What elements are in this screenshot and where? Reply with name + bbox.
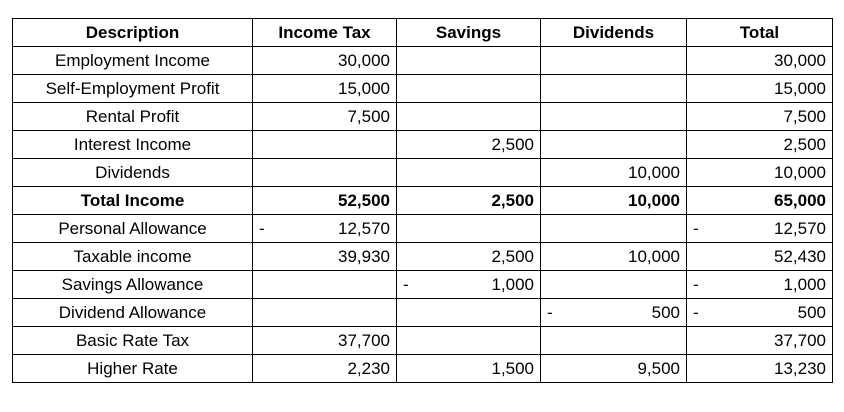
header-total: Total [687,19,833,47]
cell-income-tax [253,131,397,159]
cell-savings [397,159,541,187]
cell-description [13,159,253,187]
cell-description [13,103,253,131]
cell-savings [397,299,541,327]
table-row [13,47,833,75]
cell-income-tax [253,355,397,383]
cell-dividends [541,299,687,327]
cell-dividends [541,47,687,75]
cell-total [687,327,833,355]
table-row [13,75,833,103]
cell-dividends [541,75,687,103]
cell-value: Rental Profit [85,106,180,126]
cell-value: 30,000 [338,50,390,70]
cell-dividends [541,327,687,355]
table-row [13,187,833,215]
cell-total [687,299,833,327]
cell-description [13,327,253,355]
cell-value: Interest Income [73,134,192,154]
cell-value: 2,500 [491,190,534,210]
cell-dividends [541,103,687,131]
cell-value: 500 [797,302,826,322]
cell-value: Personal Allowance [58,218,207,238]
cell-dividends [541,271,687,299]
cell-income-tax [253,75,397,103]
cell-value: 1,000 [491,274,534,294]
cell-total [687,243,833,271]
cell-value: Self-Employment Profit [45,78,220,98]
header-income-tax: Income Tax [253,19,397,47]
header-description: Description [13,19,253,47]
cell-description [13,355,253,383]
cell-value: 39,930 [338,246,390,266]
cell-value: Dividends [95,162,170,182]
cell-description [13,299,253,327]
header-row [13,19,833,47]
cell-value: 37,700 [774,330,826,350]
cell-description [13,243,253,271]
cell-description [13,187,253,215]
cell-value: 30,000 [774,50,826,70]
cell-dividends [541,187,687,215]
header-dividends: Dividends [541,19,687,47]
cell-dividends [541,159,687,187]
cell-savings [397,215,541,243]
cell-dividends [541,243,687,271]
cell-income-tax [253,271,397,299]
cell-value: 7,500 [347,106,390,126]
minus-sign: - [403,274,409,294]
cell-value: 2,500 [491,246,534,266]
cell-total [687,355,833,383]
cell-description [13,75,253,103]
cell-value: 15,000 [338,78,390,98]
cell-savings [397,187,541,215]
cell-value: 9,500 [637,358,680,378]
cell-value: Taxable income [73,246,192,266]
cell-savings [397,103,541,131]
cell-value: 7,500 [783,106,826,126]
cell-savings [397,271,541,299]
cell-description [13,271,253,299]
cell-total [687,159,833,187]
cell-savings [397,243,541,271]
cell-total [687,271,833,299]
cell-value: 1,000 [783,274,826,294]
table-row [13,299,833,327]
cell-value: 1,500 [491,358,534,378]
table-row [13,131,833,159]
cell-value: 10,000 [628,190,680,210]
cell-description [13,47,253,75]
cell-value: 13,230 [774,358,826,378]
minus-sign: - [259,218,265,238]
header-savings: Savings [397,19,541,47]
cell-value: 2,500 [783,134,826,154]
table-row [13,159,833,187]
cell-total [687,75,833,103]
table-row [13,327,833,355]
tax-calculation-table [12,18,833,383]
cell-savings [397,327,541,355]
cell-total [687,187,833,215]
cell-total [687,215,833,243]
cell-value: Total Income [80,190,185,210]
cell-dividends [541,215,687,243]
cell-total [687,103,833,131]
cell-dividends [541,355,687,383]
cell-value: Employment Income [55,50,210,70]
minus-sign: - [693,218,699,238]
cell-value: 52,500 [338,190,390,210]
cell-description [13,215,253,243]
cell-income-tax [253,159,397,187]
table-row [13,271,833,299]
cell-value: 2,230 [347,358,390,378]
cell-value: 12,570 [338,218,390,238]
minus-sign: - [693,302,699,322]
cell-value: Savings Allowance [61,274,204,294]
cell-income-tax [253,103,397,131]
cell-value: 52,430 [774,246,826,266]
cell-total [687,131,833,159]
minus-sign: - [547,302,553,322]
cell-value: Dividend Allowance [58,302,207,322]
cell-dividends [541,131,687,159]
cell-income-tax [253,243,397,271]
cell-value: 10,000 [628,246,680,266]
cell-savings [397,47,541,75]
cell-income-tax [253,47,397,75]
cell-income-tax [253,299,397,327]
cell-value: Basic Rate Tax [75,330,190,350]
cell-value: 65,000 [774,190,826,210]
cell-total [687,47,833,75]
minus-sign: - [693,274,699,294]
cell-description [13,131,253,159]
cell-value: 15,000 [774,78,826,98]
cell-value: 37,700 [338,330,390,350]
cell-savings [397,131,541,159]
table-row [13,215,833,243]
cell-income-tax [253,215,397,243]
cell-value: 12,570 [774,218,826,238]
cell-value: 10,000 [774,162,826,182]
cell-income-tax [253,187,397,215]
table-row [13,243,833,271]
cell-value: 500 [651,302,680,322]
table-row [13,103,833,131]
table-body [13,47,833,383]
cell-value: 2,500 [491,134,534,154]
table-row [13,355,833,383]
cell-savings [397,355,541,383]
cell-value: 10,000 [628,162,680,182]
cell-savings [397,75,541,103]
cell-income-tax [253,327,397,355]
cell-value: Higher Rate [87,358,178,378]
